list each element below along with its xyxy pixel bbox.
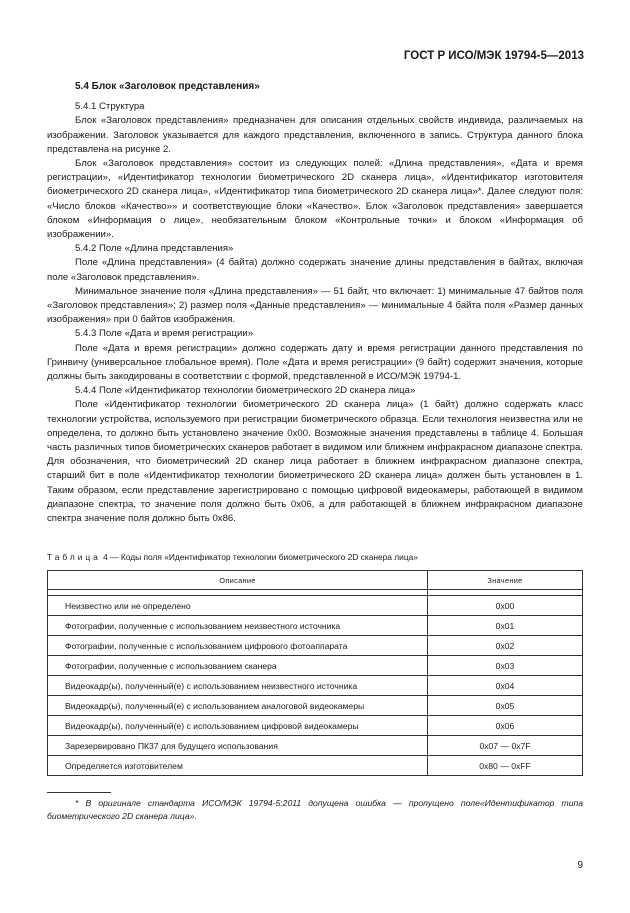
table-row	[48, 636, 583, 656]
row-value: 0х06	[428, 716, 583, 736]
row-description: Видеокадр(ы), полученный(е) с использованием цифровой видеокамеры	[48, 716, 428, 736]
table-caption	[47, 552, 587, 562]
subsection-heading: 5.4.4 Поле «Идентификатор технологии биометрического 2D сканера лица»	[75, 385, 416, 397]
column-header-value: Значение	[428, 571, 583, 590]
row-value: 0х01	[428, 616, 583, 636]
section-title: 5.4 Блок «Заголовок представления»	[75, 81, 260, 92]
column-header-description: Описание	[48, 571, 428, 590]
footnote-divider	[47, 792, 111, 793]
row-description: Фотографии, полученные с использованием неизвестного источника	[48, 616, 428, 636]
table-row	[48, 696, 583, 716]
codes-table	[47, 570, 583, 776]
paragraph: Поле «Дата и время регистрации» должно содержать дату и время регистрации данного представления по Гринвичу (универсальное глобальное время). Поле «Дата и время регистрации» (9 байт) содержит значения, которые должны быть закодированы в соответствии с формой, представленной в ИСО/МЭК 19794-1.	[47, 342, 583, 383]
row-description: Определяется изготовителем	[48, 756, 428, 776]
table-row	[48, 736, 583, 756]
standard-header: ГОСТ Р ИСО/МЭК 19794-5—2013	[403, 50, 584, 62]
row-description: Видеокадр(ы), полученный(е) с использованием неизвестного источника	[48, 676, 428, 696]
paragraph: Блок «Заголовок представления» предназначен для описания отдельных свойств индивида, различаемых на изображении. Заголовок указывается для каждого представления, включенного в запись. Структура данного блока представлена на рисунке 2.	[47, 115, 583, 155]
row-description: Фотографии, полученные с использованием сканера	[48, 656, 428, 676]
paragraph: Минимальное значение поля «Длина представления» — 51 байт, что включает: 1) минимальные 47 байтов поля «Заголовок представления»; 2) размер поля «Данные представления» — минимальные 4 байта поля «Размер данных изображения» при 0 байтов изображения.	[47, 285, 583, 326]
row-description: Фотографии, полученные с использованием цифрового фотоаппарата	[48, 636, 428, 656]
row-value: 0х03	[428, 656, 583, 676]
table-caption-word: Таблица	[47, 552, 101, 562]
paragraph: Поле «Длина представления» (4 байта) должно содержать значение длины представления в байтах, включая поле «Заголовок представления».	[47, 257, 583, 283]
row-description: Неизвестно или не определено	[48, 596, 428, 616]
subsection-heading: 5.4.2 Поле «Длина представления»	[75, 243, 234, 255]
subsection-heading: 5.4.1 Структура	[75, 101, 145, 113]
paragraph: Поле «Идентификатор технологии биометрического 2D сканера лица» (1 байт) должно содержать класс технологии устройства, используемого при регистрации биометрического образца. Если технология неизвестна или не определена, то должно быть установлено значение 0х00. Возможные значения представлены в таблице 4. Большая часть различных типов биометрических сканеров работает в видимом или ближнем инфракрасном диапазоне спектра. Для обозначения, что биометрический 2D сканер лица работает в ближнем инфракрасном диапазоне спектра, старший бит в поле «Идентификатор технологии биометрического 2D сканера лица» должен быть установлен в 1. Таким образом, если представление зарегистрировано с помощью цифровой видеокамеры, работающей в видимом диапазоне спектра, то значение поля должно быть 0х06, а для работающей в ближнем инфракрасном диапазоне спектра значение поля должно быть 0х86.	[47, 399, 583, 525]
table-row	[48, 756, 583, 776]
table-header-row	[48, 571, 583, 590]
row-value: 0х04	[428, 676, 583, 696]
row-value: 0х80 — 0хFF	[428, 756, 583, 776]
subsection-heading: 5.4.3 Поле «Дата и время регистрации»	[75, 328, 254, 340]
row-description: Зарезервировано ПК37 для будущего использования	[48, 736, 428, 756]
table-row	[48, 596, 583, 616]
row-value: 0х00	[428, 596, 583, 616]
table-row	[48, 716, 583, 736]
table-row	[48, 676, 583, 696]
table-caption-text: 4 — Коды поля «Идентификатор технологии биометрического 2D сканера лица»	[103, 552, 418, 562]
page-number: 9	[577, 860, 583, 871]
footnote: * В оригинале стандарта ИСО/МЭК 19794-5:2011 допущена ошибка — пропущено поле«Идентификатор типа биометрического 2D сканера лица».	[47, 798, 583, 821]
row-value: 0х07 — 0х7F	[428, 736, 583, 756]
paragraph: Блок «Заголовок представления» состоит из следующих полей: «Длина представления», «Дата и время регистрации», «Идентификатор технологии биометрического 2D сканера лица», «Идентификатор изготовителя биометрического 2D сканера лица», «Идентификатор типа биометрического 2D сканера лица»*. Далее следуют поля: «Число блоков «Качество»» и соответствующие блоки «Качество». Блок «Заголовок представления» завершается блоком «Информация о лице», необязательным блоком «Контрольные точки» и блоком «Информация об изображении».	[47, 158, 583, 241]
table-row	[48, 616, 583, 636]
row-value: 0х02	[428, 636, 583, 656]
row-description: Видеокадр(ы), полученный(е) с использованием аналоговой видеокамеры	[48, 696, 428, 716]
row-value: 0х05	[428, 696, 583, 716]
table-row	[48, 656, 583, 676]
section-body	[47, 80, 583, 526]
